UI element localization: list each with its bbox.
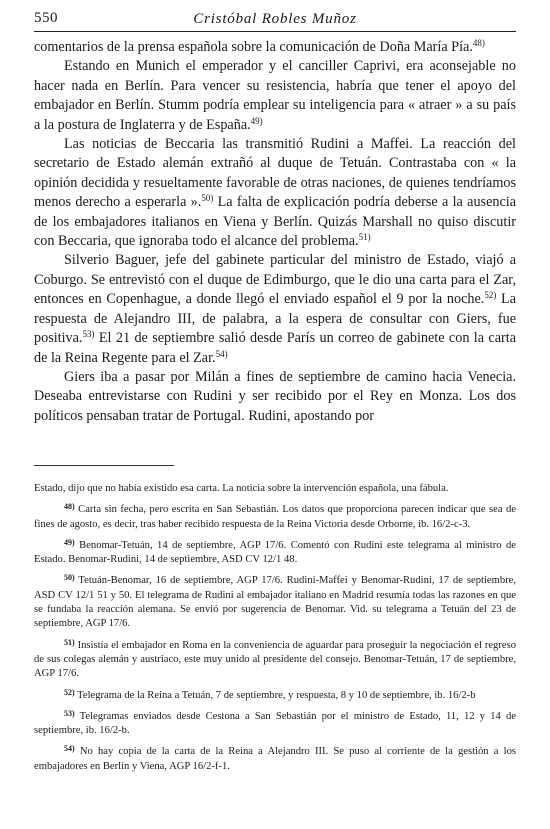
page-header <box>34 10 516 32</box>
footnote-51 <box>34 636 516 682</box>
paragraph-2 <box>34 57 516 135</box>
paragraph-3-text-b: La falta de explicación podría deberse a la ausencia de los embajadores italianos en Viena y Berlín. Quizás Marshall no quiso discutir con Beccaria, que ignoraba todo el alcance del problema. <box>34 194 516 250</box>
footnote-rule <box>34 465 174 466</box>
footnote-text: Carta sin fecha, pero escrita en San Sebastián. Los datos que proporciona parecen indicar que sea de fines de agosto, es decir, tras haber recibido respuesta de la Reina Victoria desde Orborne, ib. 16/2-c-3. <box>34 504 516 530</box>
footnote-ref: 54) <box>215 348 228 359</box>
footnote-text: No hay copia de la carta de la Reina a Alejandro III. Se puso al corriente de la gestión a los embajadores en Berlín y Viena, AGP 16/2-f-1. <box>34 746 516 772</box>
paragraph-4-text-b: La respuesta de Alejandro III, de palabra, a la espera de consultar con Giers, fue positiva. <box>34 291 516 347</box>
main-text <box>34 38 516 426</box>
footnote-number: 50) <box>64 573 75 583</box>
footnote-50 <box>34 571 516 631</box>
footnote-48 <box>34 500 516 532</box>
footnote-ref: 48) <box>472 38 485 48</box>
header-rule <box>34 31 516 32</box>
running-head: Cristóbal Robles Muñoz <box>193 11 357 27</box>
paragraph-2-text: Estando en Munich el emperador y el canciller Caprivi, era aconsejable no hacer nada en Berlín. Para vencer su resistencia, habría que tener el apoyo del embajador en Berlín. Stumm podría emplear su inteligencia para « atraer » a su país a la postura de Inglaterra y de España. <box>34 58 516 133</box>
footnotes <box>34 482 516 778</box>
footnote-text: Tetuán-Benomar, 16 de septiembre, AGP 17/6. Rudini-Maffei y Benomar-Rudini, 17 de septiembre, ASD CV 12/1 51 y 50. El telegrama de Rudini al embajador italiano en Madrid resumía todas las razones en que se fundaba la reacción alemana. Se envió por sugerencia de Benomar. Vid. su telegrama a Tetuán del 23 de septiembre, AGP 17/6. <box>34 575 516 630</box>
footnote-number: 49) <box>64 537 75 547</box>
paragraph-5-text: Giers iba a pasar por Milán a fines de septiembre de camino hacia Venecia. Deseaba entrevistarse con Rudini y ser recibido por el Rey en Monza. Los dos políticos pensaban tratar de Portugal. Rudini, apostando por <box>34 368 516 424</box>
footnote-ref: 50) <box>201 193 214 204</box>
footnote-text: Telegramas enviados desde Cestona a San Sebastián por el ministro de Estado, 11, 12 y 14 de septiembre, ib. 16/2-b. <box>34 710 516 737</box>
footnote-number: 48) <box>64 502 75 512</box>
paragraph-1-text: comentarios de la prensa española sobre la comunicación de Doña María Pía. <box>34 39 473 55</box>
footnote-ref: 53) <box>82 329 95 340</box>
paragraph-1 <box>34 38 516 57</box>
footnote-continuation: Estado, dijo que no había existido esa carta. La noticia sobre la intervención española, una fábula. <box>34 483 449 494</box>
footnote-52 <box>34 686 516 703</box>
paragraph-4-text-c: El 21 de septiembre salió desde París un correo de gabinete con la carta de la Reina Regente para el Zar. <box>34 330 516 366</box>
paragraph-3 <box>34 135 516 251</box>
paragraph-3-text-a: Las noticias de Beccaria las transmitió Rudini a Maffei. La reacción del secretario de Estado alemán extrañó al duque de Tetuán. Contrastaba con « la opinión decidida y resueltamente favorable de otras naciones, de quienes tendríamos menos derecho a esperarla ». <box>34 136 516 211</box>
footnote-54 <box>34 742 516 774</box>
footnote-number: 52) <box>64 687 75 697</box>
footnote-ref: 49) <box>250 115 263 126</box>
page-number: 550 <box>34 10 58 26</box>
footnote-text: Benomar-Tetuán, 14 de septiembre, AGP 17/6. Comentó con Rudini este telegrama al ministro de Estado. Benomar-Rudini, 14 de septiembre, ASD CV 12/1 48. <box>34 539 516 566</box>
paragraph-4-text-a: Silverio Baguer, jefe del gabinete particular del ministro de Estado, viajó a Coburgo. Se entrevistó con el duque de Edimburgo, que le dio una carta para el Zar, entonces en Copenhague, a donde llegó el enviado español el 9 por la noche. <box>34 252 516 308</box>
footnote-number: 54) <box>64 744 75 754</box>
footnote-ref: 52) <box>484 290 497 301</box>
paragraph-5 <box>34 368 516 426</box>
paragraph-4 <box>34 251 516 367</box>
footnote-number: 53) <box>64 708 75 718</box>
footnote-ref: 51) <box>358 232 371 243</box>
footnote-text: Telegrama de la Reina a Tetuán, 7 de septiembre, y respuesta, 8 y 10 de septiembre, ib. 16/2-b <box>77 689 476 701</box>
footnote-text: Insistía el embajador en Roma en la conveniencia de aguardar para proseguir la negociación el regreso de sus colegas alemán y austriaco, este muy unido al presidente del consejo. Benomar-Tetuán, 17 de septiembre, AGP 17/6. <box>34 639 516 680</box>
footnote-49 <box>34 536 516 568</box>
footnote-53 <box>34 707 516 739</box>
footnote-number: 51) <box>64 637 75 647</box>
